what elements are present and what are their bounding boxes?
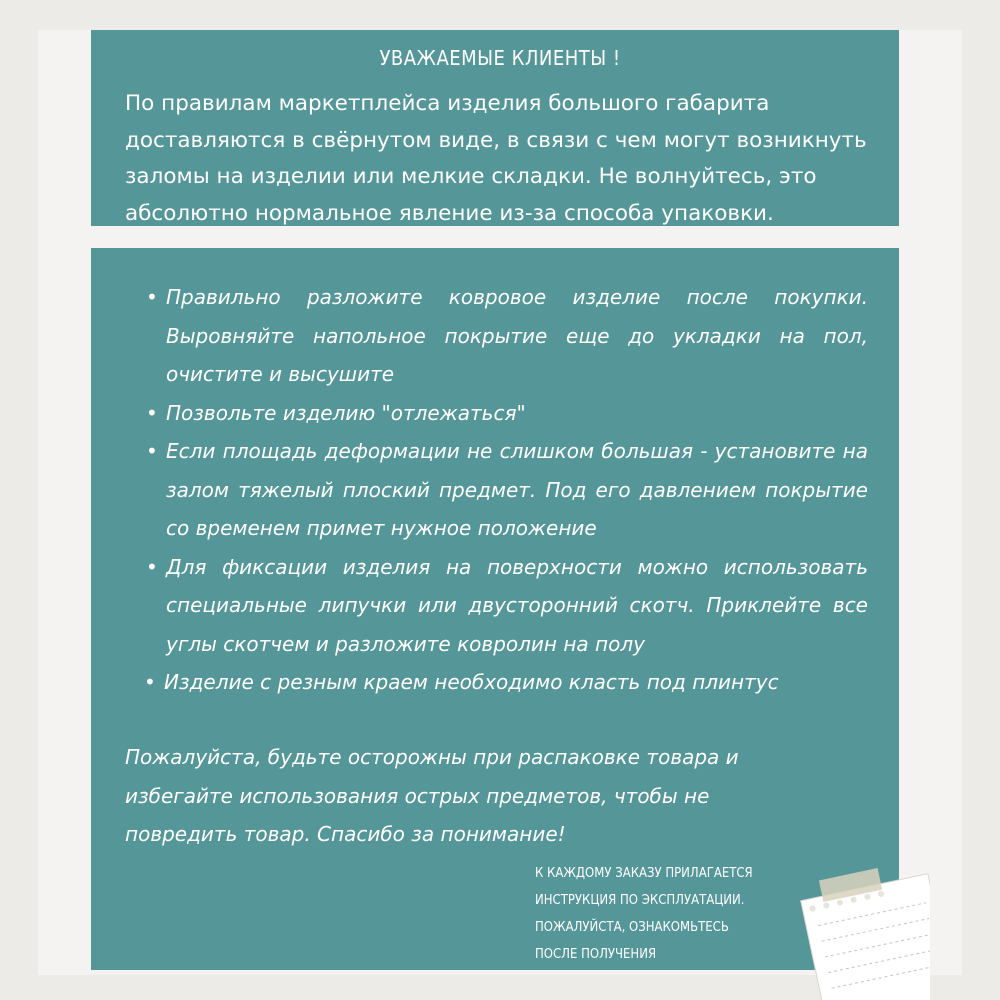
tip-item-edge: • Изделие с резным краем необходимо класть под плинтус	[144, 663, 868, 702]
intro-text: По правилам маркетплейса изделия большого габарита доставляются в свёрнутом виде, в связи с чем могут возникнуть заломы на изделии или мелкие складки. Не волнуйтесь, это абсолютно нормальное явление из-за способа упаковки.	[125, 91, 867, 226]
tip-item-unfold: • Правильно разложите ковровое изделие после покупки. Выровняйте напольное покрытие еще до укладки на пол, очистите и высушите	[146, 278, 868, 394]
tip-item-fixation: • Для фиксации изделия на поверхности можно использовать специальные липучки или двусторонний скотч. Приклейте все углы скотчем и разложите ковролин на полу	[146, 548, 868, 664]
page-title: УВАЖАЕМЫЕ КЛИЕНТЫ !	[379, 46, 621, 70]
notepad-icon	[800, 858, 930, 1000]
tip-item-weight: • Если площадь деформации не слишком большая - установите на залом тяжелый плоский предмет. Под его давлением покрытие со временем примет нужное положение	[146, 432, 868, 548]
instruction-note	[535, 860, 825, 968]
tip-item-rest: • Позвольте изделию "отлежаться"	[146, 394, 868, 433]
note-line: К КАЖДОМУ ЗАКАЗУ ПРИЛАГАЕТСЯ	[535, 866, 753, 881]
note-line: ПОСЛЕ ПОЛУЧЕНИЯ	[535, 947, 657, 962]
tips-list	[146, 278, 868, 702]
note-line: ПОЖАЛУЙСТА, ОЗНАКОМЬТЕСЬ	[535, 920, 729, 935]
note-line: ИНСТРУКЦИЯ ПО ЭКСПЛУАТАЦИИ.	[535, 893, 745, 908]
closing-text: Пожалуйста, будьте осторожны при распаковке товара и избегайте использования острых предметов, чтобы не повредить товар. Спасибо за понимание!	[125, 745, 739, 846]
